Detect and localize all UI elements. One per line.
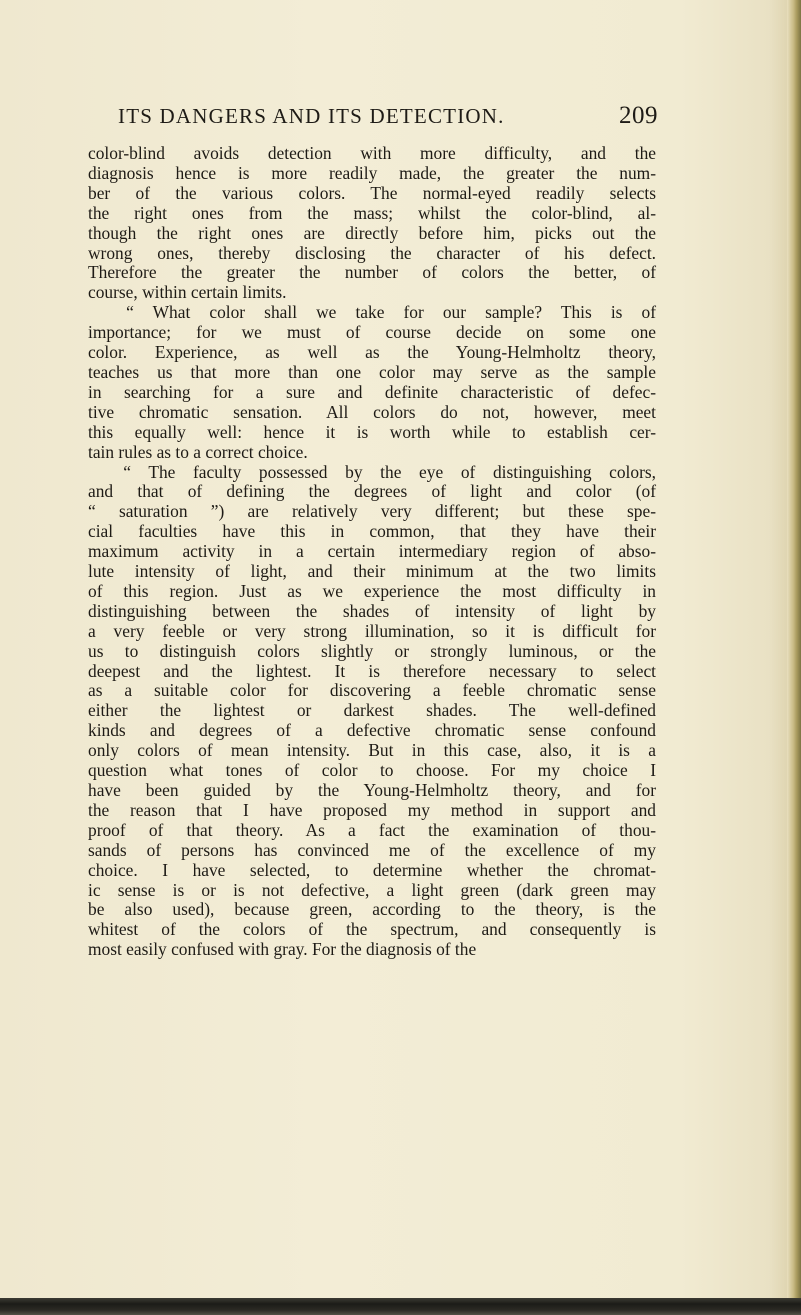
text-line: deepest and the lightest. It is therefore necessary to select	[88, 660, 656, 681]
text-line: and that of defining the degrees of light and color (of	[88, 481, 656, 502]
text-line: diagnosis hence is more readily made, the greater the num-	[88, 162, 656, 183]
text-line: whitest of the colors of the spectrum, and consequently is	[88, 919, 656, 940]
text-line: maximum activity in a certain intermediary region of abso-	[88, 541, 656, 562]
text-line: “ What color shall we take for our sample? This is of	[88, 302, 656, 323]
text-line: proof of that theory. As a fact the examination of thou-	[88, 819, 656, 840]
text-line: the reason that I have proposed my method in support and	[88, 799, 656, 820]
text-line: course, within certain limits.	[88, 282, 287, 303]
body-text	[88, 144, 656, 960]
text-line: the right ones from the mass; whilst the color-blind, al-	[88, 202, 656, 223]
text-line: be also used), because green, according to the theory, is the	[88, 899, 656, 920]
text-line: in searching for a sure and definite characteristic of defec-	[88, 381, 656, 402]
text-line: Therefore the greater the number of colors the better, of	[88, 262, 656, 283]
page-header	[118, 102, 658, 136]
text-line: importance; for we must of course decide on some one	[88, 322, 656, 343]
text-line: color. Experience, as well as the Young-Helmholtz theory,	[88, 342, 656, 363]
text-line: most easily confused with gray. For the diagnosis of the	[88, 939, 477, 960]
page-bottom-shadow	[0, 1298, 801, 1315]
text-line: color-blind avoids detection with more difficulty, and the	[88, 143, 656, 163]
text-line: sands of persons has convinced me of the excellence of my	[88, 839, 656, 860]
text-line: have been guided by the Young-Helmholtz theory, and for	[88, 780, 656, 800]
running-head: ITS DANGERS AND ITS DETECTION.	[118, 104, 505, 128]
text-line: though the right ones are directly before him, picks out the	[88, 222, 656, 243]
text-line: a very feeble or very strong illumination, so it is difficult for	[88, 620, 656, 641]
text-line: “ The faculty possessed by the eye of distinguishing colors,	[88, 461, 656, 482]
page-binding-edge	[787, 0, 801, 1315]
page-number: 209	[619, 102, 658, 129]
text-line: ic sense is or is not defective, a light green (dark green may	[88, 879, 656, 900]
text-line: distinguishing between the shades of intensity of light by	[88, 600, 656, 621]
text-line: us to distinguish colors slightly or strongly luminous, or the	[88, 640, 656, 661]
text-line: cial faculties have this in common, that they have their	[88, 521, 656, 542]
text-line: “ saturation ”) are relatively very different; but these spe-	[88, 501, 656, 522]
text-line: question what tones of color to choose. For my choice I	[88, 760, 656, 781]
text-line: tain rules as to a correct choice.	[88, 441, 308, 462]
text-line: this equally well: hence it is worth while to establish cer-	[88, 421, 656, 442]
text-line: tive chromatic sensation. All colors do not, however, meet	[88, 401, 656, 422]
text-line: either the lightest or darkest shades. The well-defined	[88, 700, 656, 721]
text-line: choice. I have selected, to determine whether the chromat-	[88, 859, 656, 880]
text-line: teaches us that more than one color may serve as the sample	[88, 361, 656, 382]
text-line: ber of the various colors. The normal-eyed readily selects	[88, 182, 656, 203]
text-line: of this region. Just as we experience the most difficulty in	[88, 580, 656, 601]
text-line: as a suitable color for discovering a feeble chromatic sense	[88, 680, 656, 701]
text-line: lute intensity of light, and their minimum at the two limits	[88, 561, 656, 582]
text-line: only colors of mean intensity. But in this case, also, it is a	[88, 740, 656, 761]
text-line: wrong ones, thereby disclosing the character of his defect.	[88, 242, 656, 263]
text-line: kinds and degrees of a defective chromatic sense confound	[88, 720, 656, 741]
